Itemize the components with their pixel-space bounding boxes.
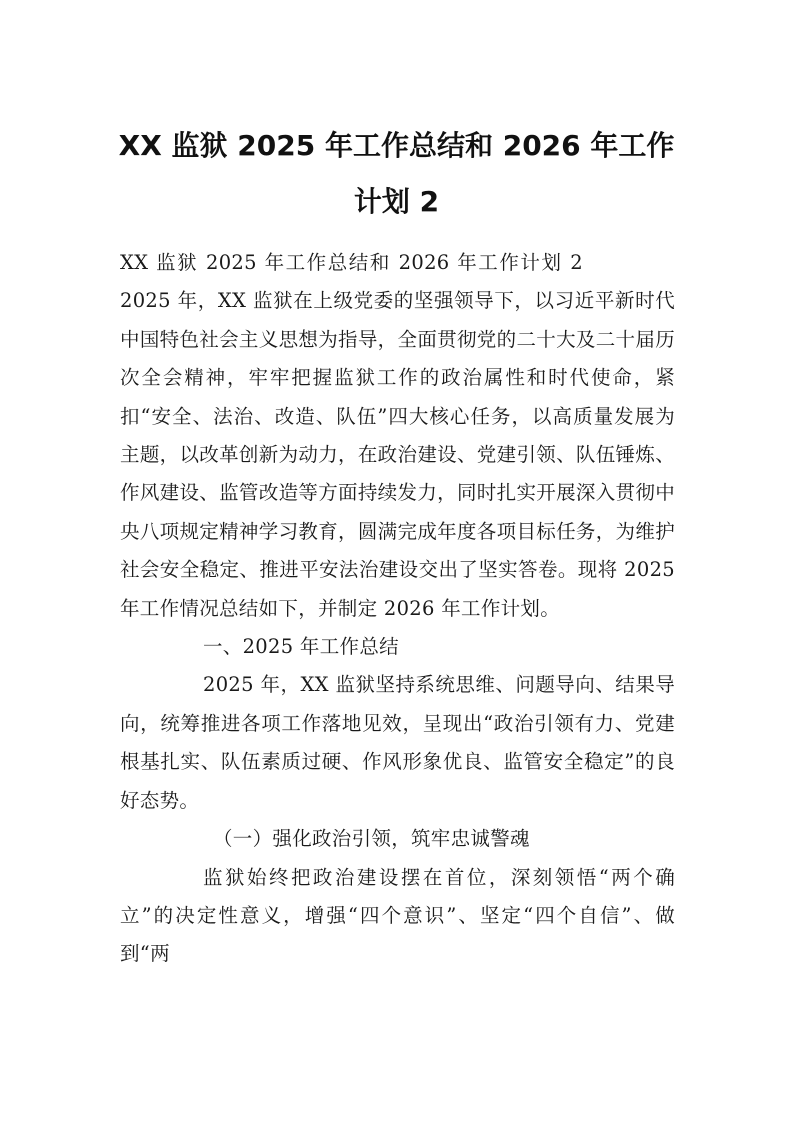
document-body	[120, 244, 675, 974]
section-heading-1: 一、2025 年工作总结	[203, 635, 399, 659]
intro-body: 2025 年，XX 监狱在上级党委的坚强领导下，以习近平新时代中国特色社会主义思想为指导，全面贯彻党的二十大及二十届历次全会精神，牢牢把握监狱工作的政治属性和时代使命，紧扣“安全、法治、改造、队伍”四大核心任务，以高质量发展为主题，以改革创新为动力，在政治建设、党建引领、队伍锤炼、作风建设、监管改造等方面持续发力，同时扎实开展深入贯彻中央八项规定精神学习教育，圆满完成年度各项目标任务，为维护社会安全稳定、推进平安法治建设交出了坚实答卷。现将 2025 年工作情况总结如下，并制定 2026 年工作计划。	[120, 289, 675, 620]
section-paragraph-1: 2025 年，XX 监狱坚持系统思维、问题导向、结果导向，统筹推进各项工作落地见效，呈现出“政治引领有力、党建根基扎实、队伍素质过硬、作风形象优良、监管安全稳定”的良好态势。	[120, 673, 675, 812]
document-title: XX 监狱 2025 年工作总结和 2026 年工作计划 2	[118, 129, 675, 218]
intro-line-head: XX 监狱 2025 年工作总结和 2026 年工作计划 2	[120, 251, 583, 274]
subsection-heading-1: （一）强化政治引领，筑牢忠诚警魂	[213, 827, 530, 851]
subsection-paragraph-1: 监狱始终把政治建设摆在首位，深刻领悟“两个确立”的决定性意义，增强“四个意识”、坚定“四个自信”、做到“两	[120, 865, 675, 966]
intro-paragraph	[120, 244, 675, 628]
